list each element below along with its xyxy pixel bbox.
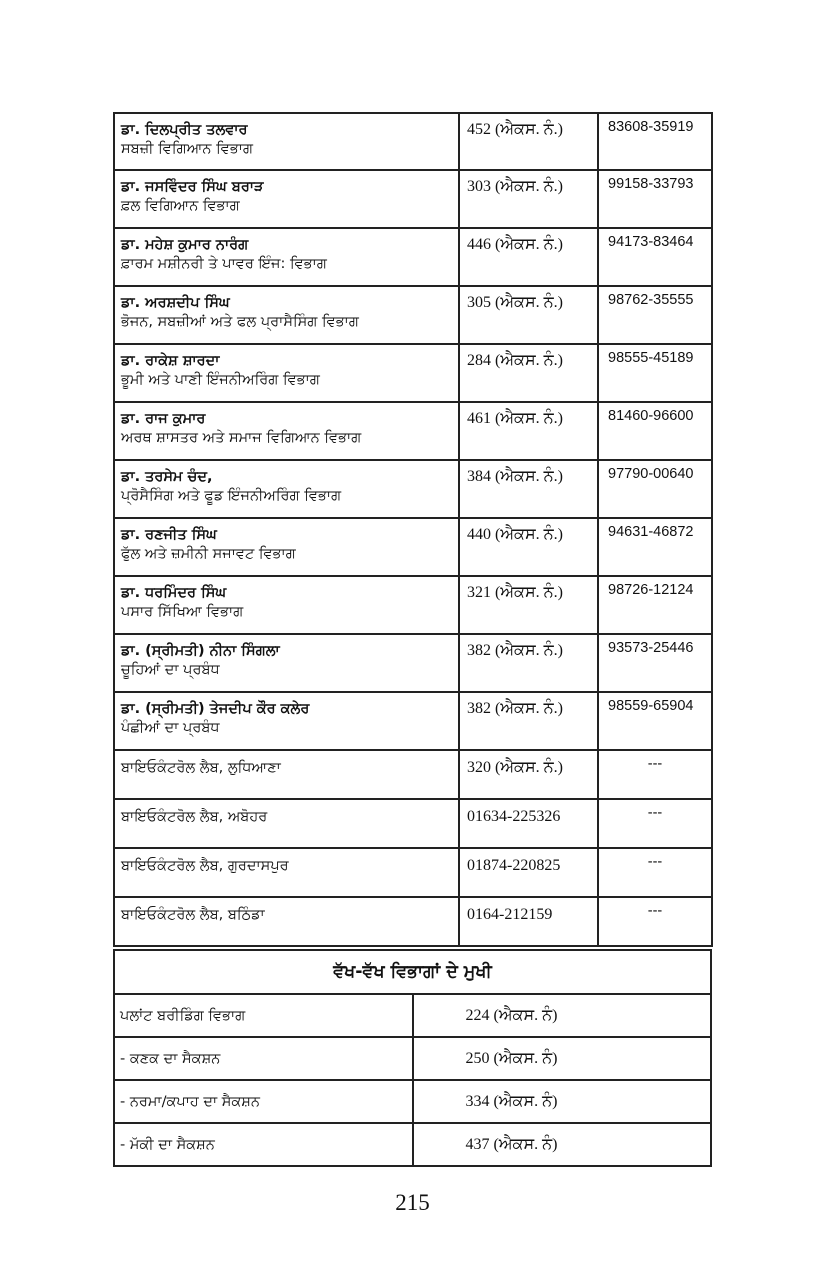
- person-name: ਡਾ. ਰਾਕੇਸ਼ ਸ਼ਾਰਦਾ: [121, 353, 220, 369]
- department: ਪੰਛੀਆਂ ਦਾ ਪ੍ਰਬੰਧ: [121, 720, 220, 736]
- table-row: [114, 228, 712, 286]
- mobile-number: 99158-33793: [598, 170, 712, 228]
- extension: 452 (ਐਕਸ. ਨੰ.): [459, 113, 598, 170]
- extension: 284 (ਐਕਸ. ਨੰ.): [459, 344, 598, 402]
- department: ਫ਼ਲ ਵਿਗਿਆਨ ਵਿਭਾਗ: [121, 198, 240, 214]
- lab-row: [114, 897, 712, 946]
- mobile-number: 94631-46872: [598, 518, 712, 576]
- name-cell: [114, 113, 459, 170]
- table-header-row: [114, 950, 711, 994]
- lab-mobile: ---: [598, 897, 712, 946]
- department: ਅਰਥ ਸ਼ਾਸਤਰ ਅਤੇ ਸਮਾਜ ਵਿਗਿਆਨ ਵਿਭਾਗ: [121, 430, 362, 446]
- mobile-number: 81460-96600: [598, 402, 712, 460]
- lab-mobile: ---: [598, 799, 712, 848]
- name-cell: [114, 286, 459, 344]
- table-row: [114, 994, 711, 1037]
- department-label: - ਮੱਕੀ ਦਾ ਸੈਕਸ਼ਨ: [114, 1123, 413, 1166]
- lab-mobile: ---: [598, 750, 712, 799]
- department: ਫੁੱਲ ਅਤੇ ਜ਼ਮੀਨੀ ਸਜਾਵਟ ਵਿਭਾਗ: [121, 546, 296, 562]
- department: ਭੂਮੀ ਅਤੇ ਪਾਣੀ ਇੰਜਨੀਅਰਿੰਗ ਵਿਭਾਗ: [121, 372, 320, 388]
- mobile-number: 93573-25446: [598, 634, 712, 692]
- lab-row: [114, 848, 712, 897]
- name-cell: [114, 634, 459, 692]
- extension: 321 (ਐਕਸ. ਨੰ.): [459, 576, 598, 634]
- person-name: ਡਾ. ਦਿਲਪ੍ਰੀਤ ਤਲਵਾਰ: [121, 122, 248, 138]
- person-name: ਡਾ. ਰਣਜੀਤ ਸਿੰਘ: [121, 527, 217, 543]
- person-name: ਡਾ. ਤਰਸੇਮ ਚੰਦ,: [121, 469, 213, 485]
- name-cell: [114, 518, 459, 576]
- table-row: [114, 286, 712, 344]
- table-row: [114, 170, 712, 228]
- lab-phone: 320 (ਐਕਸ. ਨੰ.): [459, 750, 598, 799]
- lab-name: ਬਾਇਓਕੰਟਰੋਲ ਲੈਬ, ਲੁਧਿਆਣਾ: [114, 750, 459, 799]
- table-row: [114, 344, 712, 402]
- table-row: [114, 576, 712, 634]
- person-name: ਡਾ. (ਸ੍ਰੀਮਤੀ) ਨੀਨਾ ਸਿੰਗਲਾ: [121, 643, 280, 659]
- mobile-number: 97790-00640: [598, 460, 712, 518]
- contacts-table: [113, 112, 713, 947]
- extension: 437 (ਐਕਸ. ਨੰ): [413, 1123, 712, 1166]
- table-row: [114, 692, 712, 750]
- department: ਭੋਜਨ, ਸਬਜ਼ੀਆਂ ਅਤੇ ਫਲ ਪ੍ਰਾਸੈਸਿੰਗ ਵਿਭਾਗ: [121, 314, 359, 330]
- extension: 334 (ਐਕਸ. ਨੰ): [413, 1080, 712, 1123]
- person-name: ਡਾ. ਧਰਮਿੰਦਰ ਸਿੰਘ: [121, 585, 227, 601]
- name-cell: [114, 402, 459, 460]
- department: ਫ਼ਾਰਮ ਮਸ਼ੀਨਰੀ ਤੇ ਪਾਵਰ ਇੰਜ: ਵਿਭਾਗ: [121, 256, 327, 272]
- table-row: [114, 402, 712, 460]
- lab-name: ਬਾਇਓਕੰਟਰੋਲ ਲੈਬ, ਅਬੋਹਰ: [114, 799, 459, 848]
- extension: 250 (ਐਕਸ. ਨੰ): [413, 1037, 712, 1080]
- table-row: [114, 518, 712, 576]
- table-row: [114, 113, 712, 170]
- person-name: ਡਾ. ਜਸਵਿੰਦਰ ਸਿੰਘ ਬਰਾੜ: [121, 179, 264, 195]
- table-row: [114, 634, 712, 692]
- mobile-number: 98762-35555: [598, 286, 712, 344]
- lab-phone: 0164-212159: [459, 897, 598, 946]
- lab-name: ਬਾਇਓਕੰਟਰੋਲ ਲੈਬ, ਬਠਿੰਡਾ: [114, 897, 459, 946]
- extension: 384 (ਐਕਸ. ਨੰ.): [459, 460, 598, 518]
- mobile-number: 83608-35919: [598, 113, 712, 170]
- mobile-number: 94173-83464: [598, 228, 712, 286]
- extension: 382 (ਐਕਸ. ਨੰ.): [459, 634, 598, 692]
- extension: 440 (ਐਕਸ. ਨੰ.): [459, 518, 598, 576]
- person-name: ਡਾ. ਮਹੇਸ਼ ਕੁਮਾਰ ਨਾਰੰਗ: [121, 237, 249, 253]
- mobile-number: 98555-45189: [598, 344, 712, 402]
- extension: 461 (ਐਕਸ. ਨੰ.): [459, 402, 598, 460]
- department: ਸਬਜ਼ੀ ਵਿਗਿਆਨ ਵਿਭਾਗ: [121, 141, 253, 157]
- department-heads-table: [113, 949, 712, 1167]
- person-name: ਡਾ. ਰਾਜ ਕੁਮਾਰ: [121, 411, 206, 427]
- name-cell: [114, 344, 459, 402]
- lab-row: [114, 750, 712, 799]
- department-label: - ਨਰਮਾ/ਕਪਾਹ ਦਾ ਸੈਕਸ਼ਨ: [114, 1080, 413, 1123]
- extension: 382 (ਐਕਸ. ਨੰ.): [459, 692, 598, 750]
- department-label: - ਕਣਕ ਦਾ ਸੈਕਸ਼ਨ: [114, 1037, 413, 1080]
- lab-row: [114, 799, 712, 848]
- lab-name: ਬਾਇਓਕੰਟਰੋਲ ਲੈਬ, ਗੁਰਦਾਸਪੁਰ: [114, 848, 459, 897]
- mobile-number: 98726-12124: [598, 576, 712, 634]
- extension: 305 (ਐਕਸ. ਨੰ.): [459, 286, 598, 344]
- table-row: [114, 460, 712, 518]
- person-name: ਡਾ. ਅਰਸ਼ਦੀਪ ਸਿੰਘ: [121, 295, 230, 311]
- name-cell: [114, 228, 459, 286]
- name-cell: [114, 460, 459, 518]
- table-title: ਵੱਖ-ਵੱਖ ਵਿਭਾਗਾਂ ਦੇ ਮੁਖੀ: [114, 950, 711, 994]
- extension: 224 (ਐਕਸ. ਨੰ): [413, 994, 712, 1037]
- name-cell: [114, 692, 459, 750]
- department-label: ਪਲਾਂਟ ਬਰੀਡਿੰਗ ਵਿਭਾਗ: [114, 994, 413, 1037]
- name-cell: [114, 170, 459, 228]
- table-row: [114, 1080, 711, 1123]
- page-number: 215: [395, 1190, 430, 1215]
- table-row: [114, 1123, 711, 1166]
- extension: 303 (ਐਕਸ. ਨੰ.): [459, 170, 598, 228]
- lab-phone: 01874-220825: [459, 848, 598, 897]
- lab-mobile: ---: [598, 848, 712, 897]
- department: ਪ੍ਰੋਸੈਸਿੰਗ ਅਤੇ ਫੂਡ ਇੰਜਨੀਅਰਿੰਗ ਵਿਭਾਗ: [121, 488, 342, 504]
- name-cell: [114, 576, 459, 634]
- person-name: ਡਾ. (ਸ੍ਰੀਮਤੀ) ਤੇਜਦੀਪ ਕੌਰ ਕਲੇਰ: [121, 701, 310, 717]
- lab-phone: 01634-225326: [459, 799, 598, 848]
- mobile-number: 98559-65904: [598, 692, 712, 750]
- table-row: [114, 1037, 711, 1080]
- department: ਚੂਹਿਆਂ ਦਾ ਪ੍ਰਬੰਧ: [121, 662, 220, 678]
- extension: 446 (ਐਕਸ. ਨੰ.): [459, 228, 598, 286]
- department: ਪਸਾਰ ਸਿੱਖਿਆ ਵਿਭਾਗ: [121, 604, 244, 620]
